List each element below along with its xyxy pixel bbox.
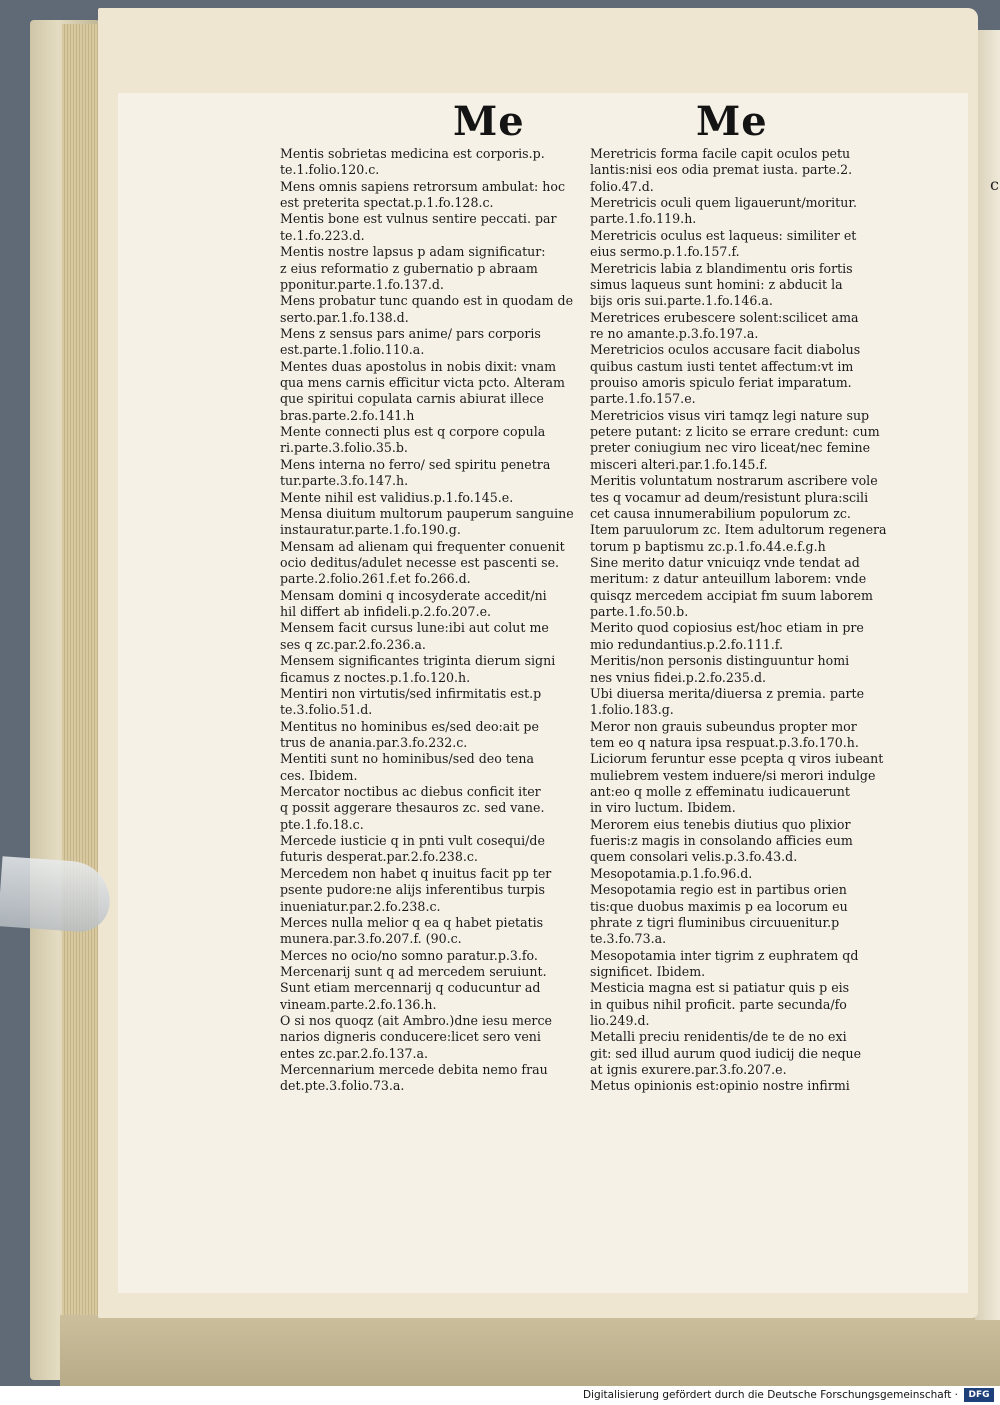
index-line: Sunt etiam mercennarij q coducuntur ad — [280, 980, 541, 996]
index-line: Mens probatur tunc quando est in quodam de — [280, 293, 574, 309]
index-line: Mercenarij sunt q ad mercedem seruiunt. — [280, 963, 547, 979]
index-line: que spiritui copulata carnis abiurat illece — [280, 391, 544, 407]
index-line: Liciorum feruntur esse pcepta q viros iubeant — [590, 751, 884, 767]
index-line: psente pudore:ne alijs inferentibus turpis — [280, 882, 545, 898]
index-line: Meretricis oculus est laqueus: similiter et — [590, 227, 857, 243]
index-line: narios digneris conducere:licet sero veni — [280, 1029, 541, 1045]
index-line: Meretricis labia z blandimentu oris fortis — [590, 260, 853, 276]
index-line: quibus castum iusti tentet affectum:vt im — [590, 358, 854, 374]
index-line: nes vnius fidei.p.2.fo.235.d. — [590, 669, 767, 685]
index-line: Mercennarium mercede debita nemo frau — [280, 1062, 548, 1078]
index-line: Mensem facit cursus lune:ibi aut colut me — [280, 620, 549, 636]
index-line: Mentis bone est vulnus sentire peccati. par — [280, 211, 557, 227]
index-line: Ubi diuersa merita/diuersa z premia. parte — [590, 685, 865, 701]
index-line: pte.1.fo.18.c. — [280, 816, 364, 832]
index-line: Item paruulorum zc. Item adultorum regenera — [590, 522, 887, 538]
index-line: tem eo q natura ipsa respuat.p.3.fo.170.h. — [590, 734, 859, 750]
index-line: tis:que duobus maximis p ea locorum eu — [590, 898, 848, 914]
index-line: git: sed illud aurum quod iudicij die neque — [590, 1045, 862, 1061]
index-line: Mentitus no hominibus es/sed deo:ait pe — [280, 718, 539, 734]
index-line: ses q zc.par.2.fo.236.a. — [280, 636, 426, 652]
index-line: Mensam domini q incosyderate accedit/ni — [280, 587, 547, 603]
index-line: Mente connecti plus est q corpore copula — [280, 424, 546, 440]
index-line: tur.parte.3.fo.147.h. — [280, 473, 409, 489]
index-line: munera.par.3.fo.207.f. (90.c. — [280, 931, 462, 947]
index-line: parte.1.fo.50.b. — [590, 604, 689, 620]
index-line: Merito quod copiosius est/hoc etiam in pre — [590, 620, 864, 636]
index-line: Mesopotamia inter tigrim z euphratem qd — [590, 947, 859, 963]
index-line: te.3.folio.51.d. — [280, 702, 373, 718]
index-line: Meretricios visus viri tamqz legi nature sup — [590, 407, 870, 423]
index-line: petere putant: z licito se errare credunt: cum — [590, 424, 880, 440]
index-line: Meror non grauis subeundus propter mor — [590, 718, 857, 734]
index-line: Metus opinionis est:opinio nostre infirmi — [590, 1078, 850, 1094]
index-line: lio.249.d. — [590, 1013, 650, 1029]
index-line: Mesopotamia regio est in partibus orien — [590, 882, 847, 898]
index-line: Mesopotamia.p.1.fo.96.d. — [590, 865, 753, 881]
book-cover-bottom — [60, 1315, 1000, 1386]
running-head-left: Me — [453, 98, 525, 145]
index-line: Mensem significantes triginta dierum signi — [280, 653, 556, 669]
index-line: ficamus z noctes.p.1.fo.120.h. — [280, 669, 471, 685]
index-line: Sine merito datur vnicuiqz vnde tendat ad — [590, 554, 860, 570]
index-line: Meretricis oculi quem ligauerunt/moritur. — [590, 195, 857, 211]
index-line: instauratur.parte.1.fo.190.g. — [280, 522, 461, 538]
footer-bar — [0, 1386, 1000, 1405]
index-line: det.pte.3.folio.73.a. — [280, 1078, 405, 1094]
index-line: hil differt ab infideli.p.2.fo.207.e. — [280, 604, 492, 620]
index-line: bras.parte.2.fo.141.h — [280, 407, 415, 423]
index-line: entes zc.par.2.fo.137.a. — [280, 1045, 429, 1061]
index-line: parte.2.folio.261.f.et fo.266.d. — [280, 571, 471, 587]
index-line: ces. Ibidem. — [280, 767, 358, 783]
index-line: Mensa diuitum multorum pauperum sanguine — [280, 505, 574, 521]
facing-page-glyph: c — [990, 175, 999, 194]
index-line: preter coniugium nec viro liceat/nec femine — [590, 440, 871, 456]
index-line: Mercator noctibus ac diebus conficit iter — [280, 784, 541, 800]
running-head-right: Me — [696, 98, 768, 145]
index-line: Meretricios oculos accusare facit diabolus — [590, 342, 861, 358]
dfg-logo: DFG — [964, 1388, 994, 1402]
index-line: futuris desperat.par.2.fo.238.c. — [280, 849, 478, 865]
index-line: est preterita spectat.p.1.fo.128.c. — [280, 195, 494, 211]
index-line: ocio deditus/adulet necesse est pascenti se. — [280, 554, 560, 570]
index-column-left — [280, 146, 610, 1095]
index-line: Mens omnis sapiens retrorsum ambulat: hoc — [280, 178, 566, 194]
index-line: te.1.folio.120.c. — [280, 162, 380, 178]
index-line: inueniatur.par.2.fo.238.c. — [280, 898, 441, 914]
index-line: O si nos quoqz (ait Ambro.)dne iesu merce — [280, 1013, 552, 1029]
index-line: 1.folio.183.g. — [590, 702, 674, 718]
index-line: muliebrem vestem induere/si merori indulge — [590, 767, 876, 783]
index-line: z eius reformatio z gubernatio p abraam — [280, 260, 538, 276]
index-line: vineam.parte.2.fo.136.h. — [280, 996, 437, 1012]
index-line: Mens z sensus pars anime/ pars corporis — [280, 325, 541, 341]
index-line: parte.1.fo.119.h. — [590, 211, 697, 227]
facing-page-edge — [975, 30, 1000, 1320]
index-line: quisqz mercedem accipiat fm suum laborem — [590, 587, 873, 603]
index-line: Mente nihil est validius.p.1.fo.145.e. — [280, 489, 514, 505]
index-line: pponitur.parte.1.fo.137.d. — [280, 276, 444, 292]
index-line: prouiso amoris spiculo feriat imparatum. — [590, 375, 852, 391]
index-line: Mentiti sunt no hominibus/sed deo tena — [280, 751, 534, 767]
index-line: meritum: z datur anteuillum laborem: vnde — [590, 571, 867, 587]
index-line: simus laqueus sunt homini: z abducit la — [590, 276, 843, 292]
index-line: Meretricis forma facile capit oculos petu — [590, 146, 851, 161]
index-line: misceri alteri.par.1.fo.145.f. — [590, 456, 768, 472]
index-column-right — [590, 146, 920, 1095]
index-line: Meretrices erubescere solent:scilicet ama — [590, 309, 859, 325]
index-line: torum p baptismu zc.p.1.fo.44.e.f.g.h — [590, 538, 826, 554]
index-line: Mercede iusticie q in pnti vult cosequi/de — [280, 833, 545, 849]
index-line: Merorem eius tenebis diutius quo plixior — [590, 816, 851, 832]
index-line: Mentiri non virtutis/sed infirmitatis est.p — [280, 685, 542, 701]
index-line: Mensam ad alienam qui frequenter conuenit — [280, 538, 565, 554]
index-line: Metalli preciu renidentis/de te de no exi — [590, 1029, 847, 1045]
index-line: trus de anania.par.3.fo.232.c. — [280, 734, 468, 750]
index-line: cet causa innumerabilium populorum zc. — [590, 505, 851, 521]
index-line: serto.par.1.fo.138.d. — [280, 309, 409, 325]
index-line: q possit aggerare thesauros zc. sed vane. — [280, 800, 545, 816]
index-line: tes q vocamur ad deum/resistunt plura:scili — [590, 489, 869, 505]
footer-credit: Digitalisierung gefördert durch die Deutsche Forschungsgemeinschaft · — [582, 1389, 958, 1401]
index-line: Mercedem non habet q inuitus facit pp ter — [280, 865, 552, 881]
index-line: Merces nulla melior q ea q habet pietatis — [280, 914, 544, 930]
index-line: significet. Ibidem. — [590, 963, 706, 979]
index-line: ant:eo q molle z effeminatu iudicauerunt — [590, 784, 850, 800]
index-line: in viro luctum. Ibidem. — [590, 800, 736, 816]
index-line: qua mens carnis efficitur victa pcto. Alteram — [280, 375, 565, 391]
index-line: Mens interna no ferro/ sed spiritu penetra — [280, 456, 551, 472]
index-line: re no amante.p.3.fo.197.a. — [590, 325, 759, 341]
index-line: Mesticia magna est si patiatur quis p eis — [590, 980, 850, 996]
index-line: Meritis/non personis distinguuntur homi — [590, 653, 850, 669]
index-line: ri.parte.3.folio.35.b. — [280, 440, 408, 456]
index-line: Mentis nostre lapsus p adam significatur: — [280, 244, 546, 260]
index-line: mio redundantius.p.2.fo.111.f. — [590, 636, 784, 652]
index-line: Meritis voluntatum nostrarum ascribere vole — [590, 473, 878, 489]
index-line: Mentes duas apostolus in nobis dixit: vnam — [280, 358, 557, 374]
index-line: te.3.fo.73.a. — [590, 931, 667, 947]
index-line: quem consolari velis.p.3.fo.43.d. — [590, 849, 798, 865]
index-line: at ignis exurere.par.3.fo.207.e. — [590, 1062, 787, 1078]
index-line: fueris:z magis in consolando afficies eum — [590, 833, 853, 849]
index-line: in quibus nihil proficit. parte secunda/fo — [590, 996, 847, 1012]
index-line: Merces no ocio/no somno paratur.p.3.fo. — [280, 947, 538, 963]
index-line: eius sermo.p.1.fo.157.f. — [590, 244, 740, 260]
index-line: Mentis sobrietas medicina est corporis.p. — [280, 146, 545, 161]
index-line: lantis:nisi eos odia premat iusta. parte.2. — [590, 162, 853, 178]
index-line: est.parte.1.folio.110.a. — [280, 342, 425, 358]
index-line: te.1.fo.223.d. — [280, 227, 365, 243]
index-line: phrate z tigri fluminibus circuuenitur.p — [590, 914, 840, 930]
index-line: parte.1.fo.157.e. — [590, 391, 696, 407]
index-line: folio.47.d. — [590, 178, 654, 194]
index-line: bijs oris sui.parte.1.fo.146.a. — [590, 293, 773, 309]
